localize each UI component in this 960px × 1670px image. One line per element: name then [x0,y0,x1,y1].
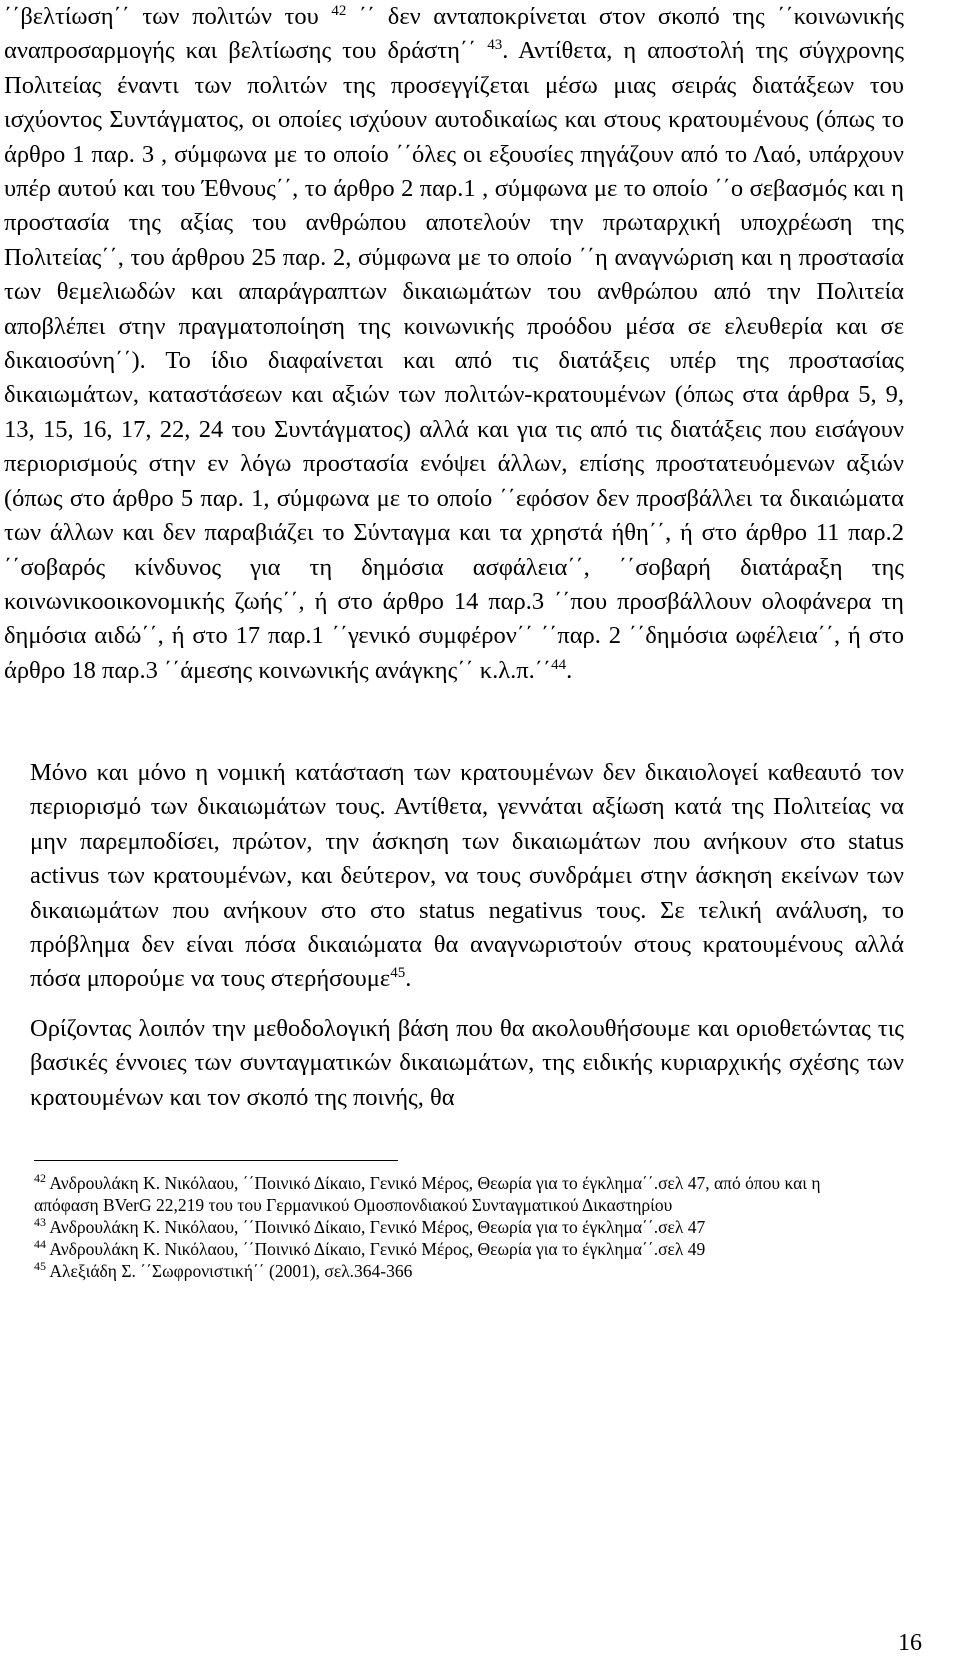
paragraph-text: ΄΄βελτίωση΄΄ των πολιτών του [4,3,332,30]
paragraph-text: . [405,965,412,993]
paragraph-text: . [566,656,573,684]
footnote-42 [34,1172,834,1216]
footnote-text: Ανδρουλάκη Κ. Νικόλαου, ΄΄Ποινικό Δίκαιο, Γενικό Μέρος, Θεωρία για το έγκλημα΄΄.σελ 47 [46,1217,706,1237]
body-paragraph-2 [30,756,904,997]
paragraph-text: . Αντίθετα, η αποστολή της σύγχρονης Πολιτείας έναντι των πολιτών της προσεγγίζεται μέσω μιας σειράς διατάξεων του ισχύοντος Συντάγματος, οι οποίες ισχύουν αυτοδικαίως και στους κρατουμένους (όπως το άρθρο 1 παρ. 3 , σύμφωνα με το οποίο ΄΄όλες οι εξουσίες πηγάζουν από το Λαό, υπάρχουν υπέρ αυτού και του Έθνους΄΄, το άρθρο 2 παρ.1 , σύμφωνα με το οποίο ΄΄ο σεβασμός και η προστασία της αξίας του ανθρώπου αποτελούν την πρωταρχική υποχρέωση της Πολιτείας΄΄, του άρθρου 25 παρ. 2, σύμφωνα με το οποίο ΄΄η αναγνώριση και η προστασία των θεμελιωδών και απαράγραπτων δικαιωμάτων του ανθρώπου από την Πολιτεία αποβλέπει στην πραγματοποίηση της κοινωνικής προόδου μέσα σε ελευθερία και σε δικαιοσύνη΄΄). Το ίδιο διαφαίνεται και από τις διατάξεις υπέρ της προστασίας δικαιωμάτων, καταστάσεων και αξιών των πολιτών-κρατουμένων (όπως στα άρθρα 5, 9, 13, 15, 16, 17, 22, 24 του Συντάγματος) αλλά και για τις από τις διατάξεις που εισάγουν περιορισμούς στην εν λόγω προστασία ενόψει άλλων, επίσης προστατευόμενων αξιών (όπως στο άρθρο 5 παρ. 1, σύμφωνα με το οποίο ΄΄εφόσον δεν προσβάλλει τα δικαιώματα των άλλων και δεν παραβιάζει το Σύνταγμα και τα χρηστά ήθη΄΄, ή στο άρθρο 11 παρ.2 ΄΄σοβαρός κίνδυνος για τη δημόσια ασφάλεια΄΄, ΄΄σοβαρή διατάραξη της κοινωνικοοικονομικής ζωής΄΄, ή στο άρθρο 14 παρ.3 ΄΄που προσβάλλουν ολοφάνερα τη δημόσια αιδώ΄΄, ή στο 17 παρ.1 ΄΄γενικό συμφέρον΄΄ ΄΄παρ. 2 ΄΄δημόσια ωφέλεια΄΄, ή στο άρθρο 18 παρ.3 ΄΄άμεσης κοινωνικής ανάγκης΄΄ κ.λ.π.΄΄ [4,37,904,684]
footnotes-section [34,1172,834,1282]
page-number: 16 [898,1630,922,1656]
footnote-ref: 43 [487,37,503,54]
footnote-number: 45 [34,1259,46,1274]
paragraph-text: Ορίζοντας λοιπόν την μεθοδολογική βάση που θα ακολουθήσουμε και οριοθετώντας τις βασικές έννοιες των συνταγματικών δικαιωμάτων, της ειδικής κυριαρχικής σχέσης των κρατουμένων και τον σκοπό της ποινής, θα [30,1015,904,1111]
footnote-44 [34,1238,834,1260]
paragraph-text: ΄΄ δεν ανταποκρίνεται στον σκοπό της ΄΄κοινωνικής αναπροσαρμογής και βελτίωσης του δράστη΄΄ [4,3,904,65]
footnote-ref: 42 [331,2,347,19]
footnote-ref: 45 [390,965,406,982]
footnote-number: 42 [34,1171,46,1186]
footnote-text: Ανδρουλάκη Κ. Νικόλαου, ΄΄Ποινικό Δίκαιο, Γενικό Μέρος, Θεωρία για το έγκλημα΄΄.σελ 49 [46,1239,706,1259]
paragraph-text: Μόνο και μόνο η νομική κατάσταση των κρατουμένων δεν δικαιολογεί καθεαυτό τον περιορισμό των δικαιωμάτων τους. Αντίθετα, γεννάται αξίωση κατά της Πολιτείας να μην παρεμποδίσει, πρώτον, την άσκηση των δικαιωμάτων που ανήκουν στο status activus των κρατουμένων, και δεύτερον, να τους συνδράμει στην άσκηση εκείνων των δικαιωμάτων που ανήκουν στο στο status negativus τους. Σε τελική ανάλυση, το πρόβλημα δεν είναι πόσα δικαιώματα θα αναγνωριστούν στους κρατουμένους αλλά πόσα μπορούμε να τους στερήσουμε [30,759,904,993]
footnote-number: 44 [34,1237,46,1252]
body-paragraph-1 [4,0,904,688]
footnote-ref: 44 [551,656,567,673]
footnote-text: Ανδρουλάκη Κ. Νικόλαου, ΄΄Ποινικό Δίκαιο, Γενικό Μέρος, Θεωρία για το έγκλημα΄΄.σελ 47, από όπου και η απόφαση BVerG 22,219 του του Γερμανικού Ομοσπονδιακού Συνταγματικού Δικαστηρίου [34,1173,821,1215]
footnote-separator [34,1160,398,1161]
body-paragraph-3 [30,1012,904,1115]
footnote-text: Αλεξιάδη Σ. ΄΄Σωφρονιστική΄΄ (2001), σελ.364-366 [46,1261,413,1281]
footnote-number: 43 [34,1215,46,1230]
footnote-45 [34,1260,834,1282]
footnote-43 [34,1216,834,1238]
